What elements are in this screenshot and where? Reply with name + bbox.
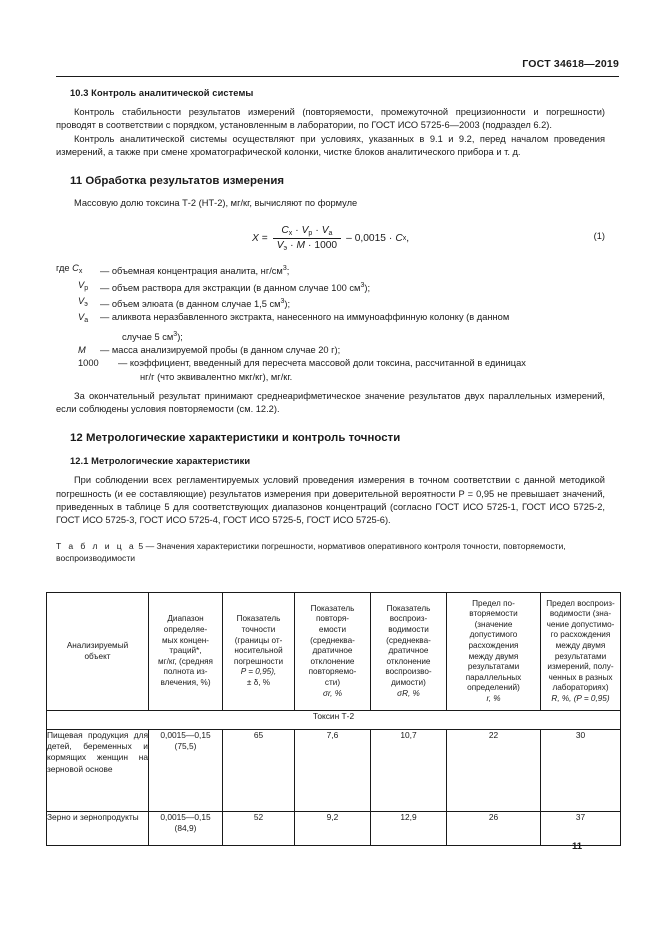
den-var-m: M <box>296 239 305 251</box>
def-var-v1: V <box>78 279 85 290</box>
num-sub-x: x <box>288 229 293 237</box>
num-sub-p: р <box>308 229 313 237</box>
paragraph-10-3-2: Контроль аналитической системы осуществляют при условиях, указанных в 9.1 и 9.2, перед началом проведения измерений, а также при смене хроматографической колонки, чистке блоков аналитического прибора и т. д. <box>56 133 605 157</box>
formula-denominator: $V_э \cdot M \cdot 1000$ <box>273 238 341 252</box>
cell-reproducibility: 12,9 <box>371 812 447 846</box>
num-var-v2: V <box>321 224 329 236</box>
def-body-cx: — объемная концентрация аналита, $нг/см^3$; <box>100 265 290 277</box>
table-row <box>47 812 621 846</box>
header-repeatability-index: Показатель повторя- емости (среднеква- дратичное отклонение повторяемо- сти) σr, % <box>295 593 371 711</box>
definition-1000 <box>56 357 605 370</box>
def-term-m <box>56 344 100 357</box>
formula-coef-var: C <box>395 232 403 244</box>
def-sub-x: x <box>78 268 83 276</box>
definition-1000-cont: нг/г (что эквивалентно мкг/кг), мг/кг. <box>140 371 293 382</box>
table-group-row <box>47 711 621 730</box>
num-var-c: C <box>281 224 289 236</box>
running-header <box>56 58 619 78</box>
def-sub-p: р <box>84 284 89 292</box>
definition-m <box>56 344 605 357</box>
cell-limit-R: 30 <box>541 730 621 812</box>
definition-va <box>56 311 605 327</box>
def-term-va <box>56 311 100 327</box>
table-caption-text: Значения характеристики погрешности, нормативов оперативного контроля точности, повторяемости, воспроизводимости <box>56 540 566 563</box>
formula-minus: – <box>346 232 352 244</box>
paragraph-10-3-1: Контроль стабильности результатов измерений (повторяемости, промежуточной прецизионности и погрешности) проводят в соответствии с порядком, установленным в лаборатории, по ГОСТ ИСО 5725-6—2003 (подраздел 6.2). <box>56 107 605 131</box>
cell-limit-r: 26 <box>447 812 541 846</box>
paragraph-11-final: За окончательный результат принимают среднеарифметическое значение результатов двух параллельных измерений, если соблюдены условия повторяемости (см. 12.2). <box>56 390 605 415</box>
def-body-m: — масса анализируемой пробы (в данном случае 20 г); <box>100 344 341 355</box>
heading-11: 11 Обработка результатов измерения <box>70 175 285 188</box>
def-var-v2: V <box>78 296 85 307</box>
group-label-toxin-t2: Токсин Т-2 <box>47 711 621 730</box>
def-body-va: — аликвота неразбавленного экстракта, нанесенного на иммуноаффинную колонку (в данном <box>100 312 510 323</box>
def-sub-a: а <box>84 317 89 325</box>
formula-coefficient: 0,0015 <box>354 232 386 244</box>
def-var-c: C <box>72 263 79 274</box>
header-repeatability-limit: Предел по- вторяемости (значение допустимого расхождения между двумя результатами параллельных определений) r, % <box>447 593 541 711</box>
den-const-1000: 1000 <box>314 239 338 251</box>
page-number: 11 <box>572 841 583 852</box>
formula-equals: = <box>261 232 268 244</box>
def-body-vp: — объем раствора для экстракции (в данном случае 100 $см^3$); <box>100 281 371 293</box>
formula-coef-sub: x <box>402 234 407 242</box>
cell-limit-r: 22 <box>447 730 541 812</box>
formula-lhs: X <box>251 232 259 244</box>
def-term-vp <box>56 279 100 295</box>
formula-comma: , <box>406 232 410 244</box>
cell-repeatability: 9,2 <box>295 812 371 846</box>
where-word: где <box>56 263 70 274</box>
den-var-v: V <box>276 239 284 251</box>
table-caption-word: Т а б л и ц а <box>56 540 136 551</box>
formula-1: X = $\frac{C_x \cdot V_р \cdot V_а}{V_э \cdot M \cdot 1000}$ – 0,0015 · C x , <box>251 224 410 252</box>
text-column <box>56 88 605 564</box>
table-caption-number: 5 <box>138 540 144 551</box>
def-term-1000: 1000 <box>78 358 99 369</box>
def-term-ve <box>56 295 100 311</box>
cell-reproducibility: 10,7 <box>371 730 447 812</box>
def-var-v3: V <box>78 312 85 323</box>
heading-12-1: 12.1 Метрологические характеристики <box>70 456 251 467</box>
table-5 <box>46 592 621 846</box>
def-body-ve: — объем элюата (в данном случае 1,5 $см^3$); <box>100 298 291 310</box>
paragraph-12-1-1: При соблюдении всех регламентируемых условий проведения измерения в точном соответствии с данной методикой погрешность (и ее составляющие) результатов измерения при доверительной вероятности P = 0,95 не превышает значений, приведенных в таблице 5 для соответствующих диапазонов концентраций (согласно ГОСТ ИСО 5725-1, ГОСТ ИСО 5725-2, ГОСТ ИСО 5725-3, ГОСТ ИСО 5725-4, ГОСТ ИСО 5725-5, ГОСТ ИСО 5725-6). <box>56 475 605 526</box>
heading-12: 12 Метрологические характеристики и контроль точности <box>70 432 401 445</box>
def-body-1000: — коэффициент, введенный для пересчета массовой доли токсина, рассчитанной в единицах <box>118 358 526 369</box>
header-rule <box>56 76 619 77</box>
header-reproducibility-limit: Предел воспроиз- водимости (зна- чение допустимо- го расхождения между двумя результатами измерений, полу- ченных в разных лабораториях) R, %, (P = 0,95) <box>541 593 621 711</box>
formula-number: (1) <box>593 231 605 242</box>
table-caption-dash: — <box>145 540 155 551</box>
cell-limit-R: 37 <box>541 812 621 846</box>
definition-va-cont: случае 5 $см^3$); <box>122 330 183 342</box>
cell-range: 0,0015—0,15 (75,5) <box>149 730 223 812</box>
formula-numerator: $C_x \cdot V_р \cdot V_а$ <box>281 224 333 237</box>
heading-10-3: 10.3 Контроль аналитической системы <box>70 88 254 98</box>
definition-ve <box>56 295 605 311</box>
den-sub-e: э <box>283 244 288 252</box>
cell-object: Зерно и зернопродукты <box>47 812 149 846</box>
cell-object: Пищевая продукция для детей, беременных и кормящих женщин на зерновой основе <box>47 730 149 812</box>
header-accuracy-index: Показатель точности (границы от- носительной погрешности P = 0,95), ± δ, % <box>223 593 295 711</box>
num-sub-a: а <box>328 229 333 237</box>
cell-range: 0,0015—0,15 (84,9) <box>149 812 223 846</box>
num-var-v1: V <box>301 224 309 236</box>
cell-accuracy: 52 <box>223 812 295 846</box>
cell-repeatability: 7,6 <box>295 730 371 812</box>
cell-accuracy: 65 <box>223 730 295 812</box>
header-analyzed-object: Анализируемый объект <box>47 593 149 711</box>
table-header-row <box>47 593 621 711</box>
formula-definitions <box>56 262 605 383</box>
standard-number: ГОСТ 34618—2019 <box>522 58 619 70</box>
def-sub-e: э <box>84 301 88 309</box>
header-reproducibility-index: Показатель воспроиз- водимости (среднеква- дратичное отклонение воспроизво- димости) σR, % <box>371 593 447 711</box>
header-concentration-range: Диапазон определяе- мых концен- траций*, мг/кг, (средняя полнота из- влечения, %) <box>149 593 223 711</box>
def-term-cx <box>56 262 100 278</box>
table-5-wrapper <box>46 592 620 846</box>
def-var-m: M <box>78 344 86 355</box>
table-caption <box>56 540 605 564</box>
table-row <box>47 730 621 812</box>
definition-cx <box>56 262 605 278</box>
formula-block <box>56 219 605 257</box>
formula-fraction <box>273 225 341 252</box>
definition-vp <box>56 279 605 295</box>
paragraph-11-1: Массовую долю токсина Т-2 (НТ-2), мг/кг, вычисляют по формуле <box>74 198 358 209</box>
